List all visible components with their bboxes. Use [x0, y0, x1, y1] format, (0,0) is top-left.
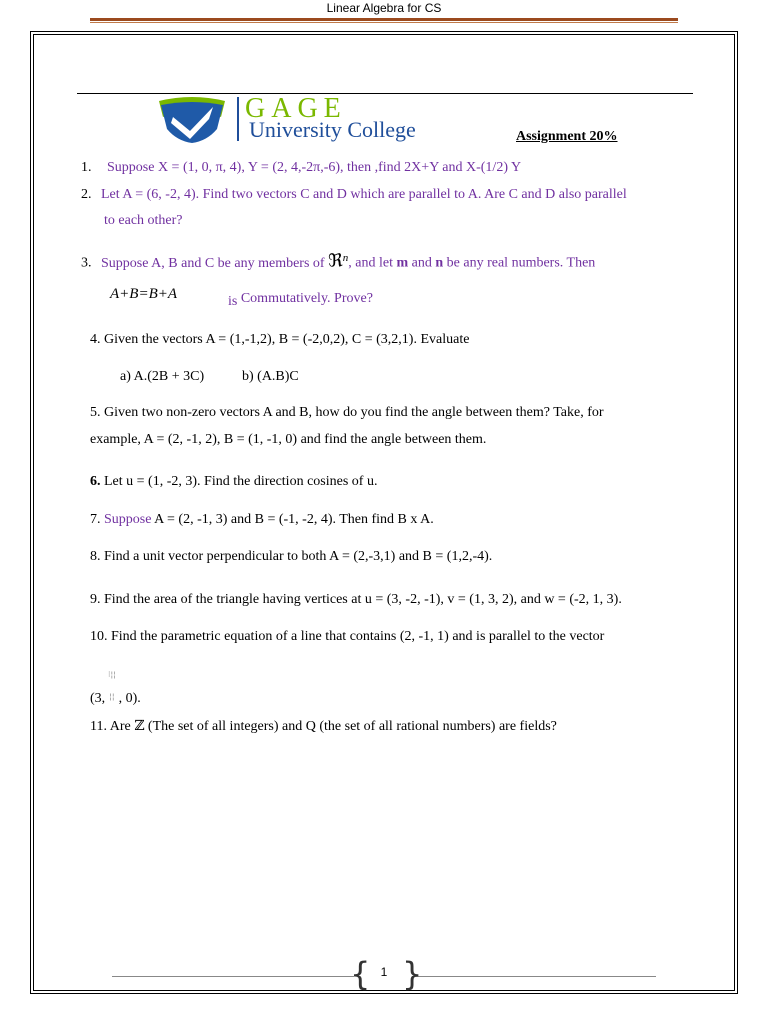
broken-fraction-icon: ⁝¦¦ — [108, 670, 116, 679]
question-3-tail: Commutatively. Prove? — [237, 291, 373, 306]
question-3-n: n — [435, 255, 444, 271]
question-11-text: 11. Are ℤ (The set of all integers) and Q (the set of all rational numbers) are fields? — [90, 719, 557, 734]
question-3-mid2: and — [408, 255, 436, 271]
question-4-part-b: b) (A.B)C — [242, 369, 299, 384]
question-3-formula-line — [110, 285, 177, 304]
question-3-m: m — [396, 255, 409, 271]
question-8-text: 8. Find a unit vector perpendicular to both A = (2,-3,1) and B = (1,2,-4). — [90, 549, 493, 564]
page-header-title: Linear Algebra for CS — [326, 1, 442, 15]
question-3 — [81, 249, 595, 273]
footer-rule-right — [414, 976, 656, 977]
question-6-number: 6. — [90, 474, 101, 489]
question-2-number: 2. — [81, 187, 92, 202]
logo-subtitle-text: University College — [249, 117, 416, 142]
header-rule-thin — [90, 22, 678, 23]
page-number: 1 — [380, 965, 388, 979]
question-4-text: 4. Given the vectors A = (1,-1,2), B = (-2,0,2), C = (3,2,1). Evaluate — [90, 332, 470, 347]
question-3-tail-line — [228, 290, 373, 308]
question-10-line1: 10. Find the parametric equation of a line that contains (2, -1, 1) and is parallel to the vector — [90, 629, 605, 644]
question-7-number: 7. — [90, 512, 104, 527]
question-3-post: be any real numbers. Then — [443, 255, 596, 271]
question-3-number: 3. — [81, 255, 92, 271]
footer-right-brace-icon: } — [402, 955, 423, 993]
real-space-symbol: ℜ — [328, 250, 343, 272]
question-3-pre: Suppose A, B and C be any members of — [101, 255, 329, 271]
question-10-line2 — [90, 690, 141, 709]
question-3-mid1: , and let — [348, 255, 397, 271]
question-2-line1: Let A = (6, -2, 4). Find two vectors C and D which are parallel to A. Are C and D also parallel — [101, 187, 627, 202]
logo-name-text: GAGE — [245, 95, 347, 124]
header-rule-thick — [90, 18, 678, 21]
question-3-is: is — [228, 294, 238, 309]
footer-left-brace-icon: { — [350, 955, 371, 993]
gage-logo — [157, 95, 447, 145]
commutative-formula: A+B=B+A — [110, 286, 178, 302]
question-2-line2: to each other? — [104, 213, 183, 228]
question-7 — [90, 511, 434, 529]
question-7-text: A = (2, -1, 3) and B = (-1, -2, 4). Then find B x A. — [151, 512, 434, 527]
top-divider — [77, 93, 693, 94]
question-6-text: Let u = (1, -2, 3). Find the direction cosines of u. — [100, 474, 378, 489]
real-space-exponent: n — [342, 252, 349, 264]
question-6 — [90, 473, 377, 491]
fraction-placeholder-icon: ¦¦ — [109, 692, 115, 701]
question-1-number: 1. — [81, 160, 92, 175]
question-5-line1: 5. Given two non-zero vectors A and B, how do you find the angle between them? Take, for — [90, 405, 604, 420]
question-4-part-a: a) A.(2B + 3C) — [120, 369, 205, 384]
question-7-suppose: Suppose — [104, 512, 152, 527]
question-9-text: 9. Find the area of the triangle having vertices at u = (3, -2, -1), v = (1, 3, 2), and w = (-2, 1, 3). — [90, 592, 622, 607]
question-1 — [81, 159, 521, 177]
question-1-text: Suppose X = (1, 0, π, 4), Y = (2, 4,-2π,-6), then ,find 2X+Y and X-(1/2) Y — [107, 160, 522, 175]
question-10-pre: (3, — [90, 691, 106, 706]
footer-rule-left — [112, 976, 354, 977]
assignment-heading: Assignment 20% — [516, 129, 618, 144]
question-2 — [81, 186, 627, 204]
question-10-post: , 0). — [118, 691, 141, 706]
question-5-line2: example, A = (2, -1, 2), B = (1, -1, 0) and find the angle between them. — [90, 432, 487, 447]
